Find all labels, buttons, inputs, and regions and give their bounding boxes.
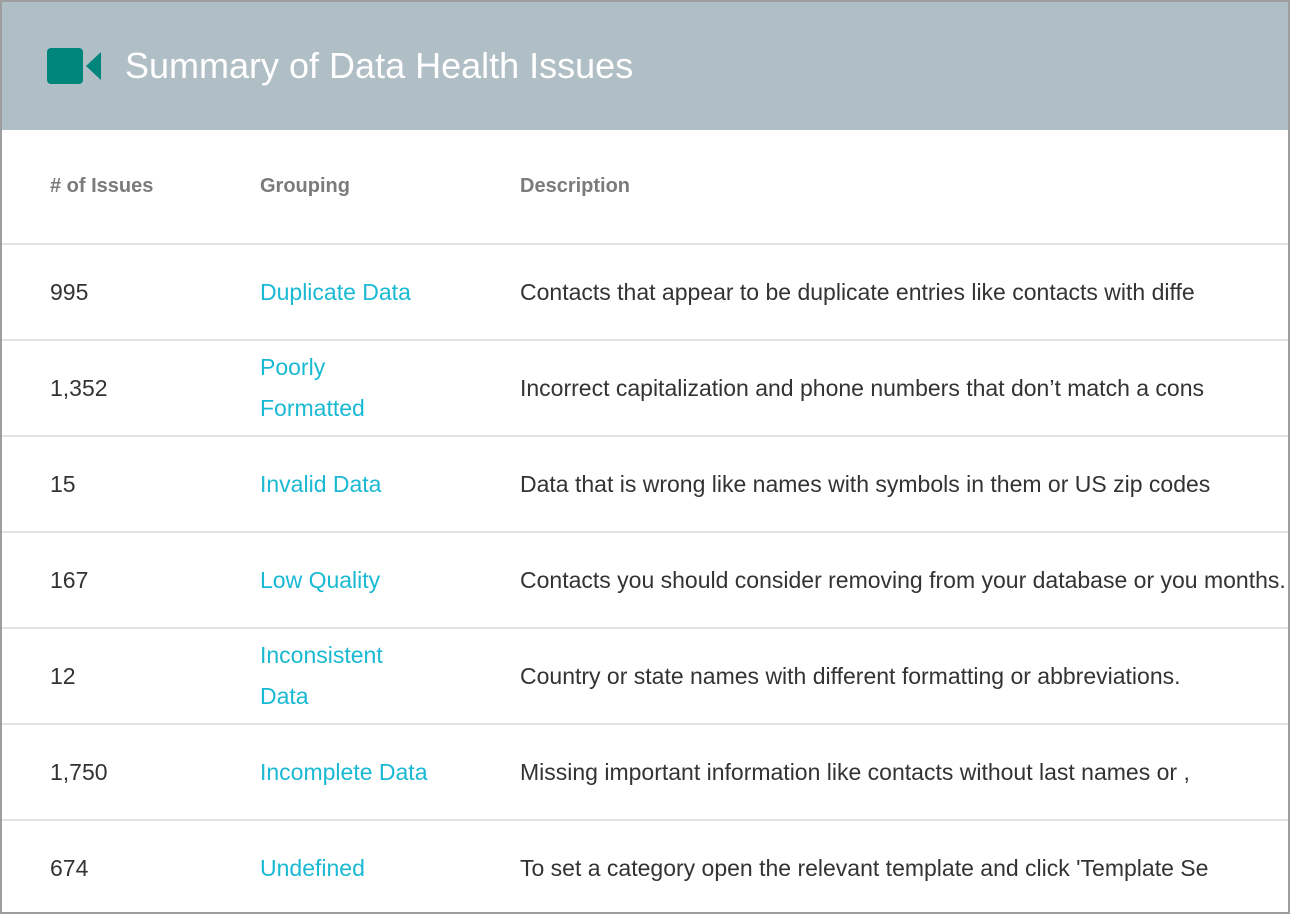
page-title: Summary of Data Health Issues bbox=[125, 45, 634, 86]
issue-description: Country or state names with different formatting or abbreviations. bbox=[520, 662, 1181, 689]
issue-count: 15 bbox=[2, 436, 260, 532]
grouping-link[interactable]: Invalid Data bbox=[260, 470, 382, 497]
table-row bbox=[2, 340, 1290, 436]
issue-description: Contacts that appear to be duplicate entries like contacts with diffe bbox=[520, 278, 1195, 305]
panel-header bbox=[2, 2, 1288, 130]
issue-count: 167 bbox=[2, 532, 260, 628]
issue-description: To set a category open the relevant template and click 'Template Se bbox=[520, 854, 1209, 881]
grouping-link[interactable]: Duplicate Data bbox=[260, 278, 411, 305]
issue-count: 995 bbox=[2, 244, 260, 340]
video-camera-icon bbox=[47, 48, 103, 84]
table-row bbox=[2, 532, 1290, 628]
table-row bbox=[2, 724, 1290, 820]
issues-table bbox=[2, 130, 1290, 914]
issue-count: 1,750 bbox=[2, 724, 260, 820]
grouping-link[interactable]: Incomplete Data bbox=[260, 758, 428, 785]
issue-count: 1,352 bbox=[2, 340, 260, 436]
issue-description: Data that is wrong like names with symbols in them or US zip codes bbox=[520, 470, 1211, 497]
table-row bbox=[2, 436, 1290, 532]
column-header-description[interactable]: Description bbox=[520, 130, 1290, 244]
table-header-row bbox=[2, 130, 1290, 244]
issue-description: Missing important information like contacts without last names or , bbox=[520, 758, 1190, 785]
column-header-grouping[interactable]: Grouping bbox=[260, 130, 520, 244]
issue-description: Contacts you should consider removing from your database or you months. bbox=[520, 566, 1286, 593]
grouping-link[interactable]: Inconsistent Data bbox=[260, 642, 383, 709]
table-row bbox=[2, 820, 1290, 914]
issue-count: 12 bbox=[2, 628, 260, 724]
table-row bbox=[2, 244, 1290, 340]
issue-count: 674 bbox=[2, 820, 260, 914]
grouping-link[interactable]: Poorly Formatted bbox=[260, 354, 365, 421]
column-header-issues[interactable]: # of Issues bbox=[2, 130, 260, 244]
grouping-link[interactable]: Undefined bbox=[260, 854, 365, 881]
table-row bbox=[2, 628, 1290, 724]
issue-description: Incorrect capitalization and phone numbers that don’t match a cons bbox=[520, 374, 1205, 401]
grouping-link[interactable]: Low Quality bbox=[260, 566, 381, 593]
